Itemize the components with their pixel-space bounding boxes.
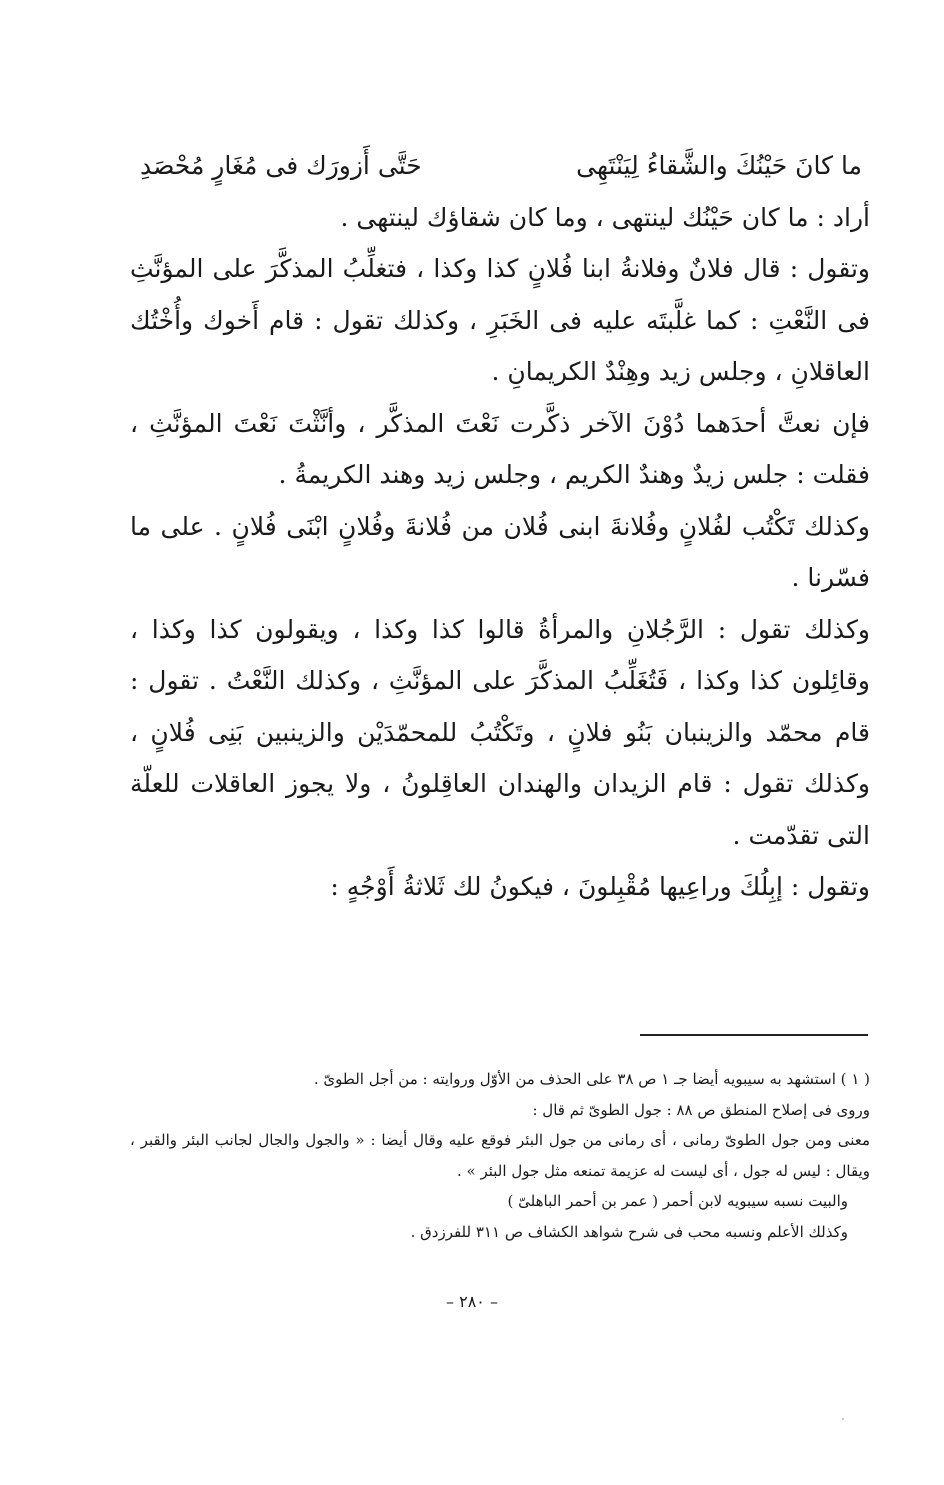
main-text — [130, 140, 870, 913]
footnote-line: ( ١ ) استشهد به سيبويه أيضا جـ ١ ص ٣٨ على الحذف من الأوّل وروايته : من أجل الطوىّ . — [313, 1070, 870, 1088]
verse-first-hemistich: ما كانَ حَيْنُكَ والشَّقاءُ لِيَنْتَهِى — [576, 151, 862, 180]
footnote-line: وروى فى إصلاح المنطق ص ٨٨ : جول الطوىّ ثم قال : — [532, 1100, 870, 1119]
paragraph: فإن نعتَّ أحدَهما دُوْنَ الآخر ذكَّرت نَعْتَ المذكَّر ، وأنَّثْتَ نَعْتَ المؤنَّثِ ، فقلت : جلس زيدٌ وهندٌ الكريم ، وجلس زيد وهند الكريمةُ . — [130, 408, 870, 489]
footnote-separator — [640, 1034, 868, 1036]
page-number: – ٢٨٠ – — [446, 1292, 498, 1311]
footnotes — [130, 1064, 870, 1247]
paragraph: أراد : ما كان حَيْنُك لينتهى ، وما كان شقاؤك لينتهى . — [340, 202, 870, 232]
paragraph: وتقول : إبِلُكَ وراعِيها مُقْبِلونَ ، فيكونُ لك ثَلاثةُ أَوْجُهٍ : — [330, 872, 870, 901]
footnote-line: والبيت نسبه سيبويه لابن أحمر ( عمر بن أحمر الباهلىّ ) — [507, 1192, 848, 1210]
verse-second-hemistich: حَتَّى أَزورَك فى مُغَارٍ مُحْصَدِ — [140, 151, 422, 180]
paragraph: وكذلك تقول : الرَّجُلانِ والمرأةُ قالوا كذا وكذا ، ويقولون كذا وكذا ، وقائِلون كذا وكذا ، فَتُغَلِّبُ المذكَّرَ على المؤنَّثِ ، وكذلك النَّعْتُ . تقول : قام محمّد والزينبان بَنُو فلانٍ ، وتَكْتُبُ للمحمّدَيْن والزينبين بَنِى فُلانٍ ، وكذلك تقول : قام الزيدان والهندان العاقِلونُ ، ولا يجوز العاقلات للعلّة التى تقدّمت . — [130, 614, 870, 850]
paragraph: وتقول : قال فلانٌ وفلانةُ ابنا فُلانٍ كذا وكذا ، فتغلِّبُ المذكَّرَ على المؤنَّثِ فى النَّعْتِ : كما غلَّبتَه عليه فى الخَبَرِ ، وكذلك تقول : قام أَخوك وأُخْتُك العاقلانِ ، وجلس زيد وهِنْدٌ الكريمانِ . — [130, 254, 870, 386]
footnote-line: وكذلك الأعلم ونسبه محب فى شرح شواهد الكشاف ص ٣١١ للفرزدق . — [410, 1222, 848, 1241]
poem-verse — [130, 140, 870, 192]
footnote-line: معنى ومن جول الطوىّ رمانى ، أى رمانى من جول البئر فوقع عليه وقال أيضا : « والجول والجال لجانب البئر والقبر ، ويقال : ليس له جول ، أى ليست له عزيمة تمنعه مثل جول البئر » . — [130, 1131, 870, 1180]
paragraph: وكذلك تَكْتُب لفُلانٍ وفُلانةَ ابنى فُلان من فُلانةَ وفُلانٍ ابْنَى فُلانٍ . على ما فسّرنا . — [130, 511, 870, 592]
scan-speck — [842, 1418, 844, 1420]
